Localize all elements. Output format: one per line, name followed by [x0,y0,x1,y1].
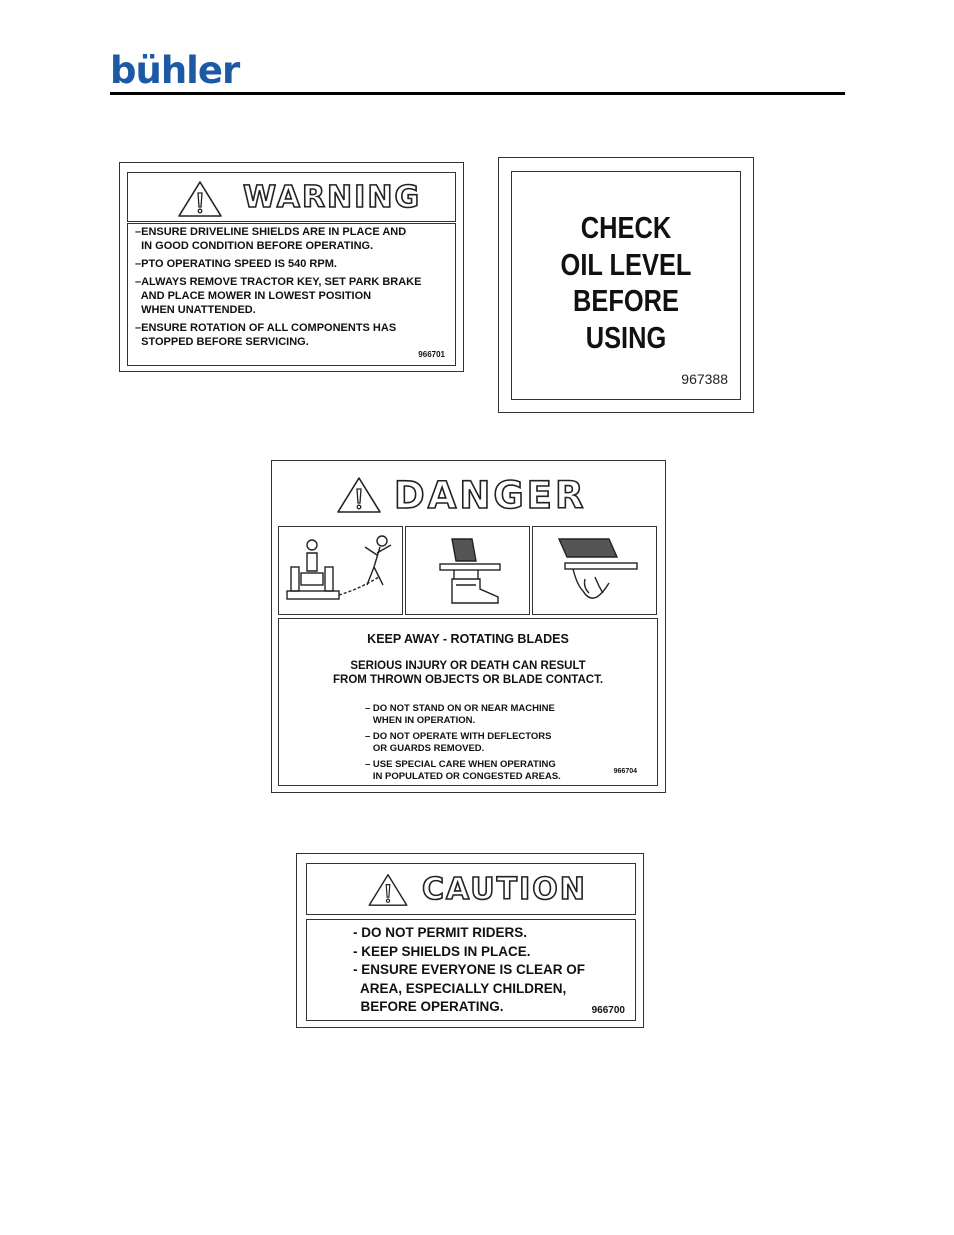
caution-line: - DO NOT PERMIT RIDERS. [353,925,528,940]
oil-inner-box [511,171,741,400]
caution-text-list [353,924,585,1017]
warning-title-box [127,172,456,222]
oil-line: CHECK [580,210,672,245]
danger-line: – USE SPECIAL CARE WHEN OPERATING IN POPULATED OR CONGESTED AREAS. [365,759,561,782]
danger-triangle-icon [336,476,382,514]
danger-line: – DO NOT STAND ON OR NEAR MACHINE WHEN IN OPERATION. [365,703,555,726]
warning-line: –ALWAYS REMOVE TRACTOR KEY, SET PARK BRAKE AND PLACE MOWER IN LOWEST POSITION WHEN UNATTENDED. [135,276,422,316]
caution-line: AREA, ESPECIALLY CHILDREN, [353,980,567,996]
oil-line: BEFORE [573,283,679,318]
hand-under-blade-icon [533,527,656,614]
danger-title: DANGER [394,474,587,517]
warning-part-code: 966701 [418,350,445,359]
pictogram-panel-hand [532,526,657,615]
caution-title: CAUTION [422,872,587,907]
caution-body-box [306,919,636,1021]
danger-subheading-line: FROM THROWN OBJECTS OR BLADE CONTACT. [332,674,604,686]
warning-line: –PTO OPERATING SPEED IS 540 RPM. [135,258,337,270]
warning-text-list [135,225,421,353]
pictogram-panel-thrown-object [278,526,403,615]
oil-line: OIL LEVEL [560,246,692,282]
caution-line: BEFORE OPERATING. [353,999,504,1014]
caution-line: - KEEP SHIELDS IN PLACE. [353,943,531,959]
thrown-object-icon [279,527,402,614]
caution-title-box [306,863,636,915]
caution-part-code: 966700 [591,1005,625,1016]
oil-part-code: 967388 [681,371,728,387]
oil-decal [498,157,754,413]
caution-decal [296,853,644,1028]
danger-text-list [365,703,561,787]
caution-triangle-icon [367,873,409,907]
pictogram-panel-foot [405,526,530,615]
danger-subheading [279,659,657,687]
danger-decal [271,460,666,793]
danger-subheading-line: SERIOUS INJURY OR DEATH CAN RESULT [350,660,586,672]
foot-under-blade-icon [406,527,529,614]
danger-line: – DO NOT OPERATE WITH DEFLECTORS OR GUARDS REMOVED. [365,731,552,754]
warning-triangle-icon [177,180,223,218]
danger-body-box [278,618,658,786]
oil-text [533,210,720,356]
danger-part-code: 966704 [613,768,637,775]
warning-line: –ENSURE DRIVELINE SHIELDS ARE IN PLACE AND IN GOOD CONDITION BEFORE OPERATING. [135,226,407,252]
oil-line: USING [585,319,667,355]
warning-decal [119,162,464,372]
danger-heading: KEEP AWAY - ROTATING BLADES [367,632,569,646]
warning-title: WARNING [243,180,422,215]
header-rule [110,92,845,95]
buhler-logo: bühler [110,49,240,92]
warning-line: –ENSURE ROTATION OF ALL COMPONENTS HAS STOPPED BEFORE SERVICING. [135,322,397,348]
caution-line: - ENSURE EVERYONE IS CLEAR OF [353,962,586,977]
